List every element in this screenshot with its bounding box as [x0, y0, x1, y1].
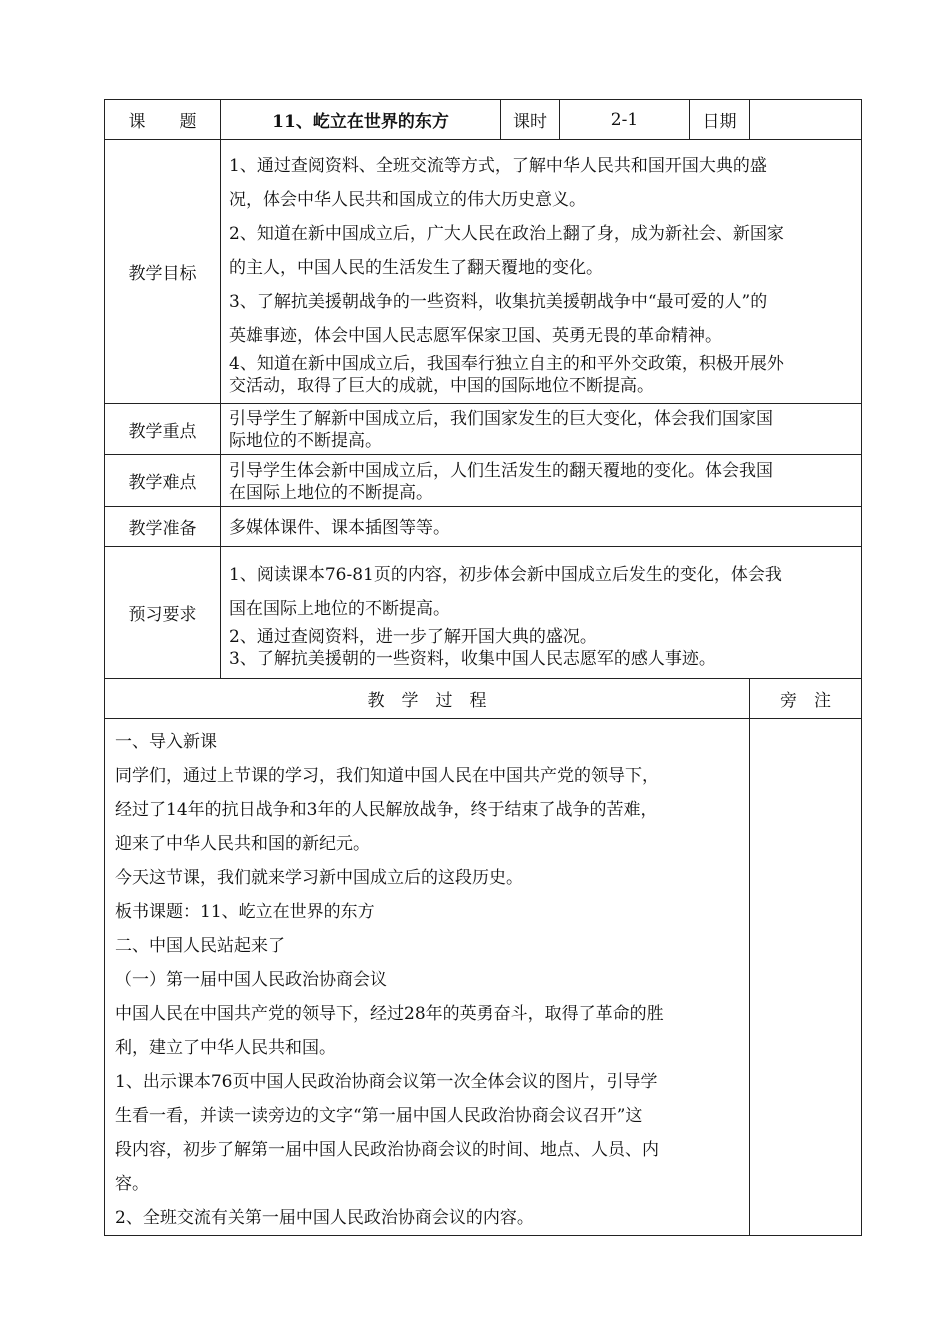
process-line: 容。: [115, 1174, 149, 1194]
key-points-row: [105, 404, 862, 455]
process-line: 利，建立了中华人民共和国。: [115, 1038, 336, 1058]
preview-line: 3、了解抗美援朝的一些资料，收集中国人民志愿军的感人事迹。: [229, 648, 716, 669]
date-value: [750, 100, 862, 140]
objectives-label: 教学目标: [105, 140, 221, 404]
difficulties-line: 在国际上地位的不断提高。: [229, 482, 433, 503]
objective-line: 1、通过查阅资料、全班交流等方式，了解中华人民共和国开国大典的盛: [229, 155, 767, 176]
objective-line: 2、知道在新中国成立后，广大人民在政治上翻了身，成为新社会、新国家: [229, 223, 784, 244]
process-label: 教 学 过 程: [105, 679, 750, 719]
preview-line: 国在国际上地位的不断提高。: [229, 598, 450, 619]
process-line: 同学们，通过上节课的学习，我们知道中国人民在中国共产党的领导下，: [115, 766, 659, 786]
objective-line: 4、知道在新中国成立后，我国奉行独立自主的和平外交政策，积极开展外: [229, 353, 784, 374]
preview-line: 1、阅读课本76-81页的内容，初步体会新中国成立后发生的变化，体会我: [229, 564, 782, 585]
process-line: 中国人民在中国共产党的领导下，经过28年的英勇奋斗，取得了革命的胜: [115, 1004, 664, 1024]
objectives-row: [105, 140, 862, 404]
header-row: [105, 100, 862, 140]
period-label: 课时: [501, 100, 560, 140]
process-line: 1、出示课本76页中国人民政治协商会议第一次全体会议的图片，引导学: [115, 1072, 658, 1092]
process-line: 二、中国人民站起来了: [115, 936, 285, 956]
objectives-content: [221, 140, 862, 404]
key-points-content: [221, 404, 862, 455]
difficulties-row: [105, 455, 862, 507]
process-line: （一）第一届中国人民政治协商会议: [115, 970, 387, 990]
process-line: 段内容，初步了解第一届中国人民政治协商会议的时间、地点、人员、内: [115, 1140, 659, 1160]
date-label: 日期: [690, 100, 750, 140]
lesson-plan: [104, 99, 861, 1236]
key-points-line: 际地位的不断提高。: [229, 431, 382, 451]
process-line: 生看一看，并读一读旁边的文字“第一届中国人民政治协商会议召开”这: [115, 1106, 643, 1126]
preparation-text: 多媒体课件、课本插图等等。: [229, 517, 450, 538]
process-body-row: [105, 719, 862, 1236]
process-line: 经过了14年的抗日战争和3年的人民解放战争，终于结束了战争的苦难，: [115, 800, 658, 820]
preview-row: [105, 547, 862, 679]
key-points-label: 教学重点: [105, 404, 221, 455]
key-points-line: 引导学生了解新中国成立后，我们国家发生的巨大变化，体会我们国家国: [229, 409, 773, 429]
preview-line: 2、通过查阅资料，进一步了解开国大典的盛况。: [229, 626, 597, 647]
notes-content: [750, 719, 862, 1236]
objective-line: 况，体会中华人民共和国成立的伟大历史意义。: [229, 189, 586, 210]
process-line: 迎来了中华人民共和国的新纪元。: [115, 834, 370, 854]
lesson-title: 11、屹立在世界的东方: [221, 100, 501, 140]
period-value: 2-1: [560, 100, 690, 140]
objective-line: 的主人，中国人民的生活发生了翻天覆地的变化。: [229, 257, 603, 278]
objective-line: 英雄事迹，体会中国人民志愿军保家卫国、英勇无畏的革命精神。: [229, 325, 722, 346]
preview-content: [221, 547, 862, 679]
process-line: 2、全班交流有关第一届中国人民政治协商会议的内容。: [115, 1208, 534, 1228]
objective-line: 交活动，取得了巨大的成就，中国的国际地位不断提高。: [229, 375, 654, 396]
process-line: 今天这节课，我们就来学习新中国成立后的这段历史。: [115, 868, 523, 888]
preview-label: 预习要求: [105, 547, 221, 679]
lesson-plan-table: [104, 99, 862, 1236]
process-line: 板书课题：11、屹立在世界的东方: [115, 902, 375, 922]
difficulties-line: 引导学生体会新中国成立后，人们生活发生的翻天覆地的变化。体会我国: [229, 460, 773, 481]
difficulties-label: 教学难点: [105, 455, 221, 507]
process-content: [105, 719, 750, 1236]
notes-label: 旁 注: [750, 679, 862, 719]
process-line: 一、导入新课: [115, 732, 217, 752]
subject-label: 课 题: [105, 100, 221, 140]
difficulties-content: [221, 455, 862, 507]
process-header-row: [105, 679, 862, 719]
objective-line: 3、了解抗美援朝战争的一些资料，收集抗美援朝战争中“最可爱的人”的: [229, 291, 768, 312]
preparation-label: 教学准备: [105, 507, 221, 547]
preparation-row: [105, 507, 862, 547]
preparation-content: [221, 507, 862, 547]
